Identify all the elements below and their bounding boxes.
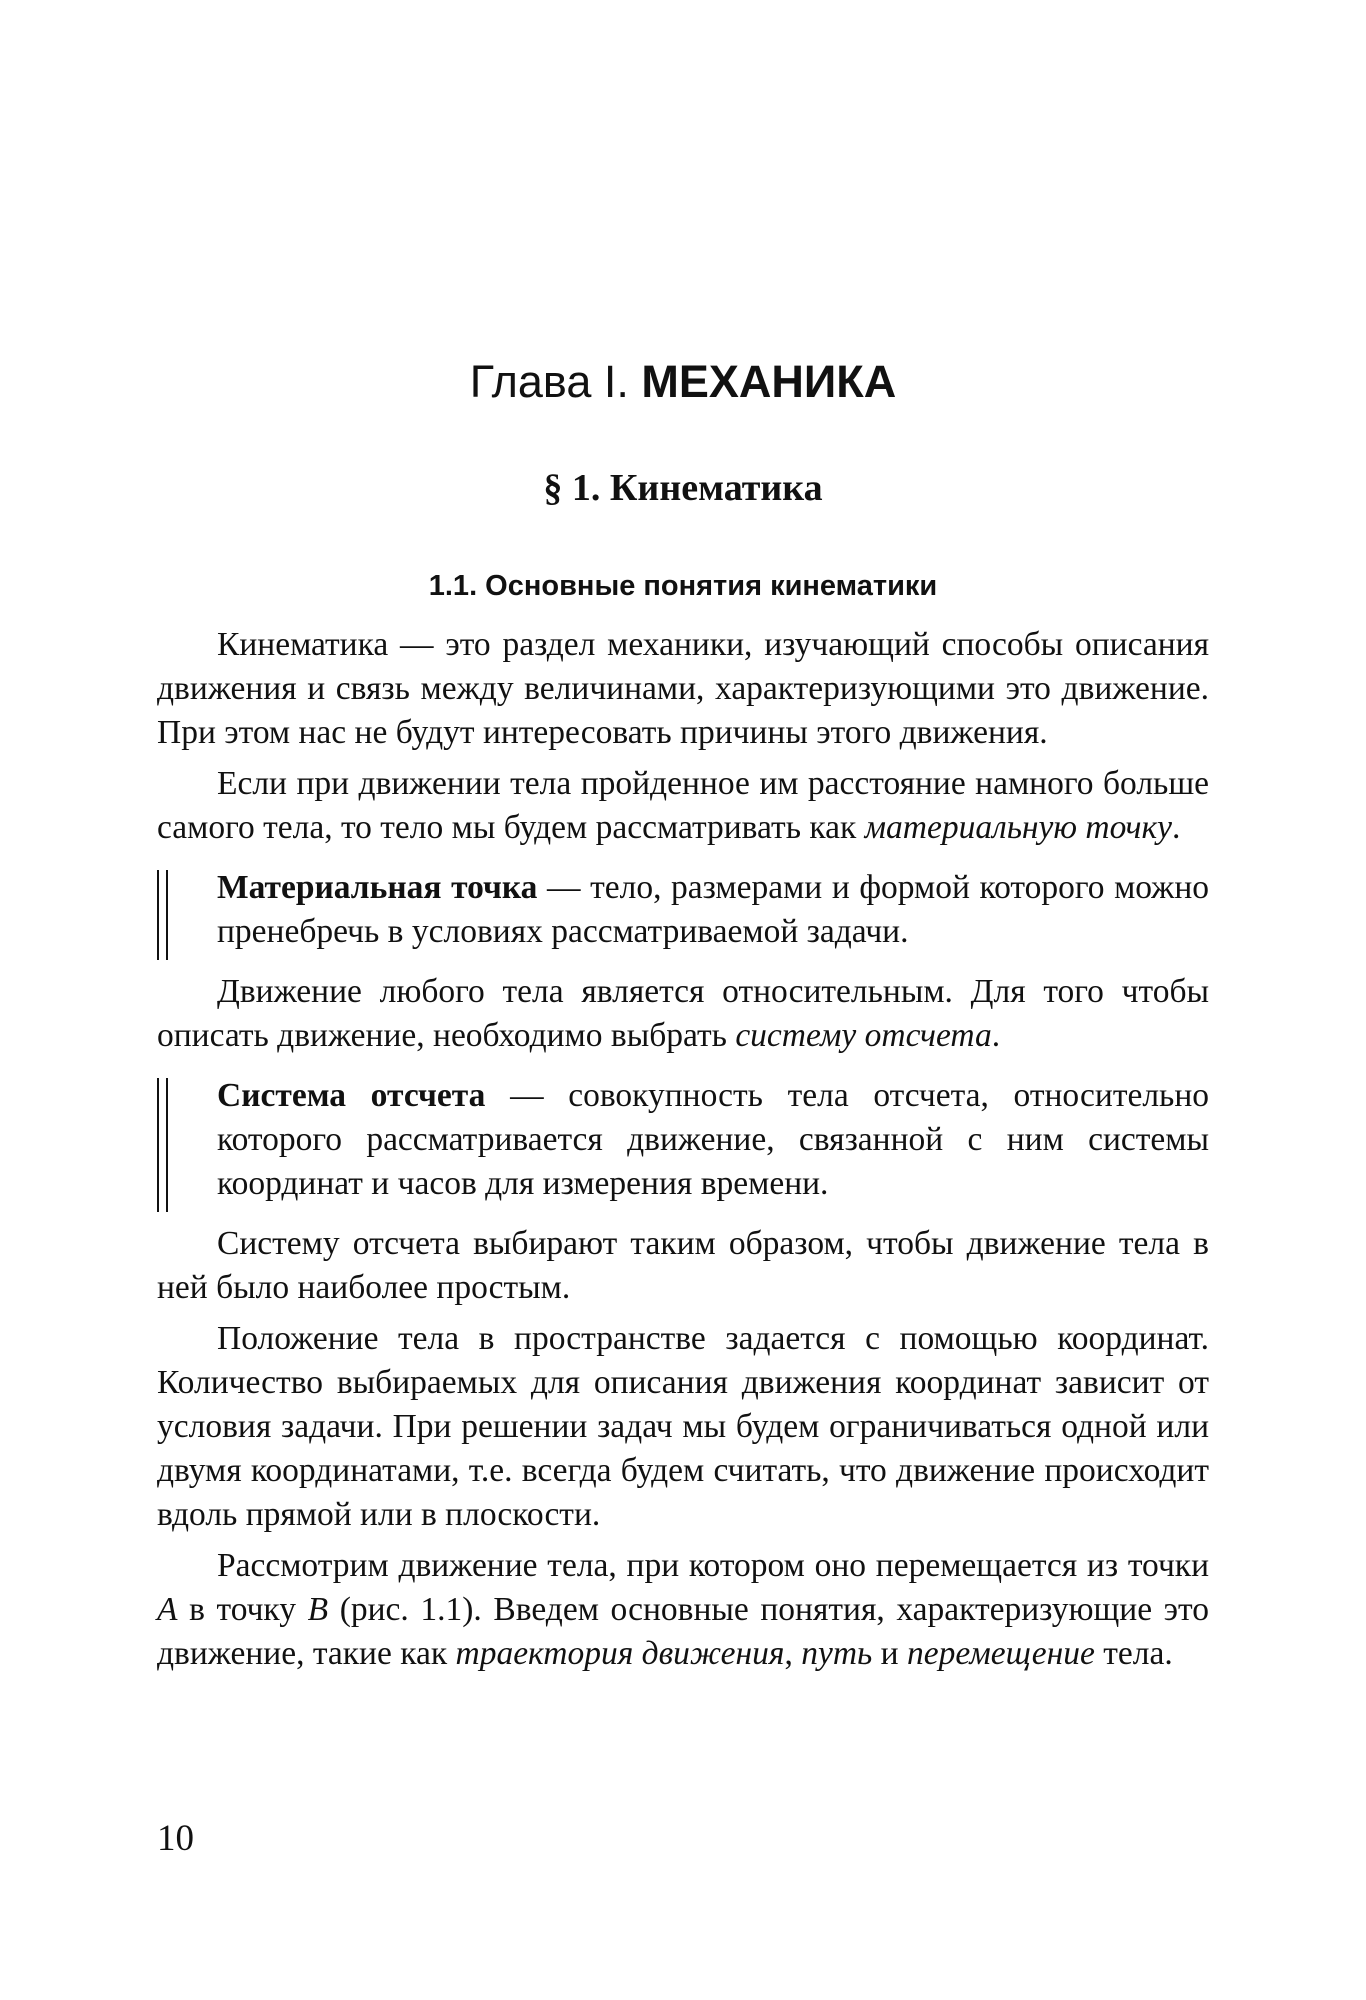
punctuation: , [784, 1635, 793, 1672]
chapter-prefix: Глава I. [469, 356, 629, 407]
paragraph-text: Если при движении тела пройденное им расстояние намного больше самого тела, то тело мы будем рассматривать как [157, 765, 1209, 846]
paragraph-relative-motion [157, 970, 1209, 1058]
definition-reference-frame [157, 1074, 1209, 1206]
paragraph-coordinates: Положение тела в пространстве задается с помощью координат. Количество выбираемых для описания движения координат зависит от условия задачи. При решении задач мы будем ограничиваться одной или двумя координатами, т.е. всегда будем считать, что движение происходит вдоль прямой или в плоскости. [157, 1320, 1209, 1533]
definition-bar [157, 1078, 168, 1212]
subsection-title: 1.1. Основные понятия кинематики [428, 570, 938, 602]
chapter-title [157, 352, 1209, 412]
book-page [157, 0, 1209, 2000]
point-b-label: B [307, 1591, 329, 1628]
definition-body: — совокупность тела отсчета, относительно которого рассматривается движение, связанной с ним системы координат и часов для измерения времени. [217, 1077, 1209, 1202]
section-title: § 1. Кинематика [543, 467, 823, 509]
definition-material-point [157, 866, 1209, 954]
paragraph-text: (рис. 1.1). Введем основные понятия, характеризующие это движение, такие как [157, 1591, 1209, 1672]
paragraph-material-point-intro [157, 762, 1209, 850]
definition-bar [157, 870, 168, 960]
emphasis-path: путь [801, 1635, 873, 1672]
emphasis-material-point: материальную точку [864, 809, 1173, 846]
page-number: 10 [157, 1818, 194, 1859]
point-a-label: A [157, 1591, 178, 1628]
paragraph-text: в точку [189, 1591, 296, 1628]
body-text [157, 623, 1209, 1676]
paragraph-kinematics-definition: Кинематика — это раздел механики, изучающий способы описания движения и связь между величинами, характеризующими это движение. При этом нас не будут интересовать причины этого движения. [157, 626, 1209, 751]
emphasis-reference-frame: систему отсчета [735, 1017, 992, 1054]
punctuation: . [1172, 809, 1181, 846]
definition-body: — тело, размерами и формой которого можно пренебречь в условиях рассматриваемой задачи. [217, 869, 1210, 950]
paragraph-text: тела. [1103, 1635, 1173, 1672]
punctuation: . [991, 1017, 1001, 1054]
definition-text [217, 866, 1209, 954]
emphasis-trajectory: траектория движения [455, 1635, 785, 1672]
conjunction: и [880, 1635, 899, 1672]
definition-text [217, 1074, 1209, 1206]
definition-term: Система отсчета [217, 1077, 486, 1114]
emphasis-displacement: перемещение [906, 1635, 1095, 1672]
paragraph-choose-frame: Систему отсчета выбирают таким образом, чтобы движение тела в ней было наиболее простым. [157, 1225, 1209, 1306]
paragraph-text: Движение любого тела является относительным. Для того чтобы описать движение, необходимо выбрать [157, 973, 1209, 1054]
chapter-name: МЕХАНИКА [641, 356, 897, 407]
paragraph-text: Рассмотрим движение тела, при котором оно перемещается из точки [217, 1547, 1209, 1584]
definition-term: Материальная точка [217, 869, 538, 906]
paragraph-motion-a-to-b [157, 1544, 1209, 1676]
